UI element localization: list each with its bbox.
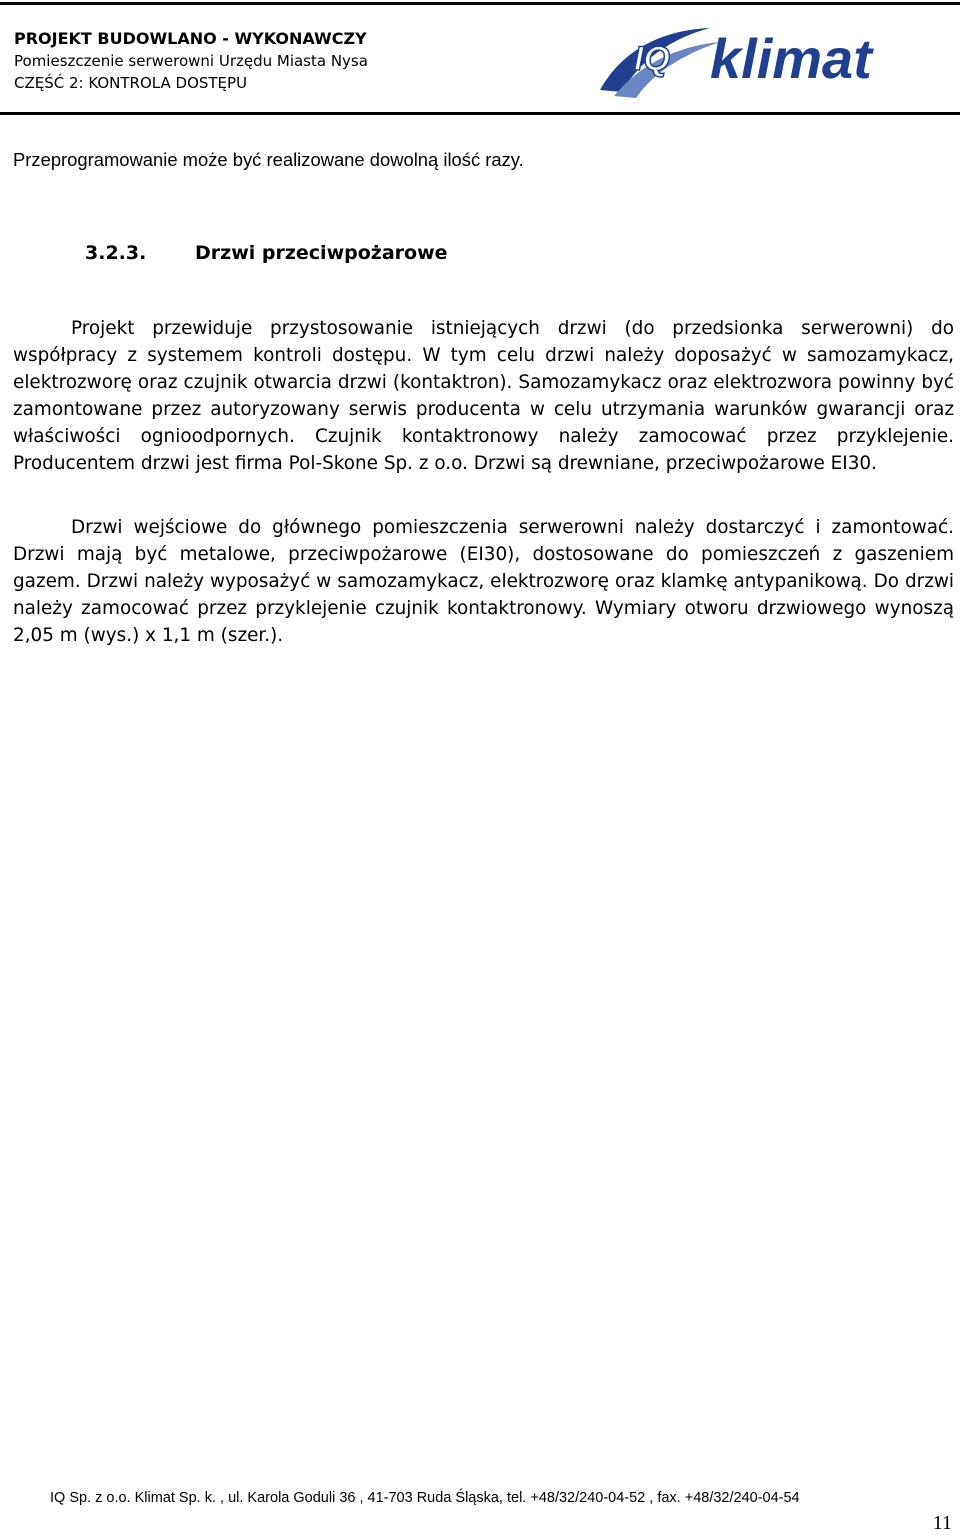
section-title: Drzwi przeciwpożarowe — [195, 242, 448, 264]
body-paragraph-1: Projekt przewiduje przystosowanie istniejących drzwi (do przedsionka serwerowni) do współpracy z systemem kontroli dostępu. W tym celu drzwi należy doposażyć w samozamykacz, elektrozworę oraz czujnik otwarcia drzwi (kontaktron). Samozamykacz oraz elektrozwora powinny być zamontowane przez autoryzowany serwis producenta w celu utrzymania warunków gwarancji oraz właściwości ognioodpornych. Czujnik kontaktronowy należy zamocować przez przyklejenie. Producentem drzwi jest firma Pol-Skone Sp. z o.o. Drzwi są drewniane, przeciwpożarowe EI30. — [13, 318, 954, 474]
project-title: PROJEKT BUDOWLANO - WYKONAWCZY — [14, 29, 367, 48]
footer-company-info: IQ Sp. z o.o. Klimat Sp. k. , ul. Karola Goduli 36 , 41-703 Ruda Śląska, tel. +48/32/240-04-52 , fax. +48/32/240-04-54 — [50, 1490, 800, 1506]
page-number: 11 — [932, 1512, 952, 1534]
iq-klimat-logo — [592, 20, 942, 102]
body-paragraph-2: Drzwi wejściowe do głównego pomieszczenia serwerowni należy dostarczyć i zamontować. Drzwi mają być metalowe, przeciwpożarowe (EI30), dostosowane do pomieszczeń z gaszeniem gazem. Drzwi należy wyposażyć w samozamykacz, elektrozworę oraz klamkę antypanikową. Do drzwi należy zamocować przez przyklejenie czujnik kontaktronowy. Wymiary otworu drzwiowego wynoszą 2,05 m (wys.) x 1,1 m (szer.). — [13, 517, 954, 646]
header-rule — [0, 112, 960, 115]
top-rule — [0, 2, 960, 5]
section-number: 3.2.3. — [85, 242, 147, 264]
project-part: CZĘŚĆ 2: KONTROLA DOSTĘPU — [14, 74, 248, 92]
logo-iq-mark: IQ — [634, 40, 670, 78]
document-header — [14, 28, 368, 94]
logo-wordmark: klimat — [710, 27, 872, 90]
intro-paragraph: Przeprogramowanie może być realizowane dowolną ilość razy. — [13, 149, 524, 170]
section-heading — [85, 242, 448, 264]
project-subtitle: Pomieszczenie serwerowni Urzędu Miasta Nysa — [14, 52, 368, 70]
